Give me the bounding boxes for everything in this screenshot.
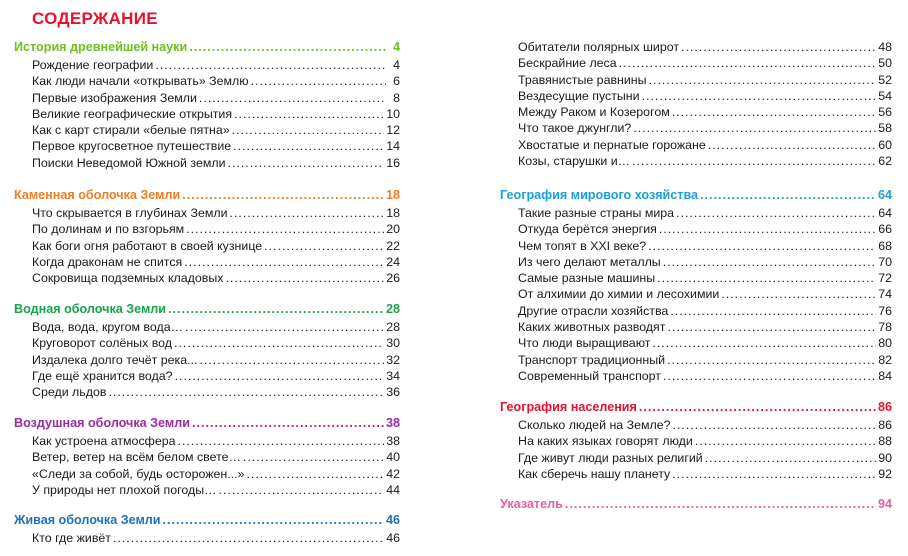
dot-leader: [186, 222, 384, 236]
toc-entry[interactable]: [14, 450, 400, 466]
entry-label: Первое кругосветное путешествие: [32, 139, 232, 154]
dot-leader: [189, 40, 386, 54]
page-number: 36: [386, 385, 400, 400]
toc-entry[interactable]: [500, 239, 892, 255]
toc-section: [500, 400, 892, 483]
page-number: 16: [386, 155, 400, 170]
page-number: 28: [386, 320, 400, 334]
dot-leader: [657, 271, 876, 285]
entry-label: Откуда берётся энергия: [518, 222, 657, 237]
toc-section-heading[interactable]: [14, 40, 400, 58]
page-number: 82: [878, 352, 892, 367]
page-number: 20: [386, 222, 400, 237]
toc-entry[interactable]: [14, 107, 400, 123]
dot-leader: [673, 418, 877, 432]
toc-section: [14, 302, 400, 401]
dot-leader: [648, 239, 876, 253]
dot-leader: [721, 287, 876, 301]
entry-label: Как устроена атмосфера: [32, 434, 176, 448]
page-number: 4: [393, 58, 400, 72]
page-number: 86: [877, 400, 892, 414]
page-number: 66: [878, 222, 892, 237]
entry-label: Вода, вода, кругом вода…: [32, 320, 183, 334]
dot-leader: [246, 467, 384, 481]
entry-label: Такие разные страны мира: [518, 206, 675, 220]
dot-leader: [219, 483, 385, 497]
page-number: 62: [878, 154, 892, 169]
toc-entry[interactable]: [500, 434, 892, 450]
section-heading: География мирового хозяйства: [500, 188, 699, 202]
toc-entry[interactable]: [14, 434, 400, 450]
entry-label: По долинам и по взгорьям: [32, 222, 185, 237]
page-number: 76: [878, 303, 892, 318]
dot-leader: [708, 138, 876, 152]
toc-entry[interactable]: [500, 138, 892, 154]
dot-leader: [243, 450, 384, 464]
page-number: 24: [386, 254, 400, 269]
page-number: 74: [878, 287, 892, 302]
dot-leader: [663, 369, 876, 383]
page-number: 88: [878, 434, 892, 449]
toc-section-heading[interactable]: [14, 416, 400, 434]
dot-leader: [681, 40, 876, 54]
page-number: 28: [385, 302, 400, 316]
toc-entry[interactable]: [500, 353, 892, 369]
page-number: 54: [878, 88, 892, 103]
entry-label: Где живут люди разных религий: [518, 450, 703, 465]
page-number: 34: [386, 368, 400, 383]
page-number: 52: [878, 72, 892, 87]
entry-label: Обитатели полярных широт: [518, 40, 680, 54]
dot-leader: [192, 416, 384, 430]
dot-leader: [184, 255, 384, 269]
toc-entry[interactable]: [14, 139, 400, 155]
section-heading: Каменная оболочка Земли: [14, 188, 181, 202]
entry-label: Как боги огня работают в своей кузнице: [32, 238, 263, 253]
toc-entry[interactable]: [500, 206, 892, 222]
page-number: 46: [385, 513, 400, 527]
dot-leader: [163, 513, 384, 527]
toc-entry[interactable]: [14, 369, 400, 385]
entry-label: Вездесущие пустыни: [518, 88, 640, 103]
toc-entry[interactable]: [500, 369, 892, 385]
entry-label: Как сберечь нашу планету: [518, 466, 671, 481]
toc-entry[interactable]: [500, 105, 892, 121]
dot-leader: [695, 434, 876, 448]
page-number: 38: [386, 434, 400, 448]
dot-leader: [670, 304, 876, 318]
toc-entry[interactable]: [500, 336, 892, 352]
entry-label: Что люди выращивают: [518, 336, 651, 351]
toc-entry[interactable]: [14, 239, 400, 255]
entry-label: Что скрывается в глубинах Земли: [32, 206, 228, 220]
entry-label: Когда драконам не спится: [32, 254, 183, 269]
page-number: 64: [877, 188, 892, 202]
dot-leader: [199, 353, 384, 367]
page-number: 8: [393, 90, 400, 105]
toc-entry[interactable]: [500, 73, 892, 89]
dot-leader: [234, 107, 384, 121]
dot-leader: [667, 320, 876, 334]
page-number: 18: [386, 206, 400, 220]
toc-section: [14, 416, 400, 499]
page-number: 18: [385, 188, 400, 202]
toc-section-heading[interactable]: [500, 400, 892, 418]
dot-leader: [633, 121, 876, 135]
dot-leader: [175, 369, 385, 383]
entry-label: Козы, старушки и…: [518, 154, 631, 169]
toc-section: [500, 188, 892, 385]
entry-label: Что такое джунгли?: [518, 121, 632, 136]
page-number: 70: [878, 254, 892, 269]
page-number: 68: [878, 238, 892, 253]
dot-leader: [232, 123, 385, 137]
toc-entry[interactable]: [500, 222, 892, 238]
page-number: 48: [878, 40, 892, 54]
page-number: 22: [386, 238, 400, 253]
toc-entry[interactable]: [500, 304, 892, 320]
page-number: 14: [386, 139, 400, 154]
toc-entry[interactable]: [14, 320, 400, 336]
toc-entry[interactable]: [14, 353, 400, 369]
dot-leader: [659, 222, 876, 236]
toc-section: [500, 40, 892, 170]
dot-leader: [619, 56, 877, 70]
dot-leader: [663, 255, 876, 269]
dot-leader: [565, 497, 876, 511]
dot-leader: [178, 434, 385, 448]
toc-entry[interactable]: [500, 418, 892, 434]
entry-label: Рождение географии: [32, 58, 154, 72]
toc-section: [14, 40, 400, 172]
entry-label: Хвостатые и пернатые горожане: [518, 137, 706, 152]
toc-entry[interactable]: [14, 271, 400, 287]
toc-entry[interactable]: [14, 156, 400, 172]
toc-section: [14, 188, 400, 287]
toc-entry[interactable]: [500, 89, 892, 105]
entry-label: От алхимии до химии и лесохимии: [518, 287, 720, 302]
entry-label: Сколько людей на Земле?: [518, 418, 671, 432]
entry-label: Издалека долго течёт река...: [32, 352, 198, 367]
page-number: 64: [878, 206, 892, 220]
entry-label: У природы нет плохой погоды…: [32, 482, 217, 497]
toc-entry[interactable]: [500, 121, 892, 137]
toc-entry[interactable]: [14, 58, 400, 74]
page-number: 92: [878, 466, 892, 481]
dot-leader: [251, 74, 386, 88]
toc-section: [14, 513, 400, 547]
page-number: 46: [386, 531, 400, 545]
toc-entry[interactable]: [14, 255, 400, 271]
entry-label: Первые изображения Земли: [32, 90, 197, 105]
dot-leader: [652, 336, 876, 350]
toc-entry[interactable]: [500, 467, 892, 483]
page-number: 44: [386, 482, 400, 497]
entry-label: «Следи за собой, будь осторожен...»: [32, 466, 245, 481]
entry-label: Чем топят в XXI веке?: [518, 238, 647, 253]
toc-entry[interactable]: [14, 222, 400, 238]
page-number: 4: [392, 40, 400, 54]
toc-entry[interactable]: [14, 74, 400, 90]
section-heading: Живая оболочка Земли: [14, 513, 161, 527]
dot-leader: [649, 73, 877, 87]
entry-label: Как люди начали «открывать» Землю: [32, 74, 249, 89]
entry-label: Из чего делают металлы: [518, 254, 661, 269]
page-number: 94: [877, 497, 892, 511]
toc-entry[interactable]: [14, 531, 400, 547]
dot-leader: [230, 206, 385, 220]
toc-entry[interactable]: [14, 467, 400, 483]
section-heading: Воздушная оболочка Земли: [14, 416, 190, 430]
entry-label: Травянистые равнины: [518, 72, 647, 87]
dot-leader: [672, 105, 876, 119]
entry-label: Каких животных разводят: [518, 320, 666, 335]
page-number: 26: [386, 271, 400, 286]
toc-entry[interactable]: [14, 385, 400, 401]
page-number: 60: [878, 137, 892, 152]
page-title: СОДЕРЖАНИЕ: [32, 9, 158, 28]
toc-section-heading[interactable]: [500, 188, 892, 206]
dot-leader: [225, 271, 384, 285]
entry-label: Бескрайние леса: [518, 56, 617, 71]
entry-label: Ветер, ветер на всём белом свете…: [32, 450, 241, 465]
toc-section-heading[interactable]: [14, 513, 400, 531]
dot-leader: [705, 451, 876, 465]
dot-leader: [113, 531, 384, 545]
page-number: 12: [386, 123, 400, 138]
entry-label: Где ещё хранится вода?: [32, 368, 173, 383]
toc-entry[interactable]: [500, 154, 892, 170]
toc-section-heading[interactable]: [14, 188, 400, 206]
section-heading: Водная оболочка Земли: [14, 302, 167, 316]
toc-entry[interactable]: [500, 451, 892, 467]
entry-label: Круговорот солёных вод: [32, 336, 173, 351]
entry-label: Транспорт традиционный: [518, 352, 666, 367]
page-number: 50: [878, 56, 892, 71]
toc-entry[interactable]: [500, 56, 892, 72]
toc-entry[interactable]: [500, 255, 892, 271]
toc-entry[interactable]: [500, 287, 892, 303]
dot-leader: [228, 156, 385, 170]
section-heading: История древнейшей науки: [14, 40, 188, 54]
dot-leader: [676, 206, 876, 220]
toc-entry[interactable]: [500, 271, 892, 287]
section-heading: Указатель: [500, 497, 563, 511]
entry-label: Великие географические открытия: [32, 106, 233, 121]
page-number: 86: [878, 418, 892, 432]
entry-label: Сокровища подземных кладовых: [32, 271, 224, 286]
page-number: 38: [385, 416, 400, 430]
toc-entry[interactable]: [500, 320, 892, 336]
dot-leader: [700, 188, 876, 202]
page-number: 84: [878, 368, 892, 383]
entry-label: Среди льдов: [32, 385, 107, 400]
dot-leader: [155, 58, 386, 72]
entry-label: Как с карт стирали «белые пятна»: [32, 123, 230, 138]
toc-entry[interactable]: [14, 206, 400, 222]
dot-leader: [185, 320, 384, 334]
page-number: 30: [386, 336, 400, 351]
page-number: 56: [878, 105, 892, 120]
entry-label: Кто где живёт: [32, 531, 111, 545]
dot-leader: [264, 239, 384, 253]
toc-entry[interactable]: [14, 483, 400, 499]
page-number: 42: [386, 466, 400, 481]
dot-leader: [642, 89, 877, 103]
dot-leader: [108, 385, 384, 399]
dot-leader: [672, 467, 876, 481]
page-number: 58: [878, 121, 892, 136]
dot-leader: [233, 139, 384, 153]
entry-label: Самые разные машины: [518, 271, 656, 286]
section-heading: География населения: [500, 400, 637, 414]
toc-section: [500, 497, 892, 515]
dot-leader: [174, 336, 384, 350]
entry-label: Другие отрасли хозяйства: [518, 303, 669, 318]
page-number: 78: [878, 320, 892, 335]
page-number: 40: [386, 450, 400, 465]
toc-section-heading[interactable]: [500, 497, 892, 515]
page-number: 10: [386, 106, 400, 121]
dot-leader: [168, 302, 384, 316]
dot-leader: [199, 91, 386, 105]
toc-entry[interactable]: [500, 40, 892, 56]
entry-label: Поиски Неведомой Южной земли: [32, 155, 226, 170]
toc-entry[interactable]: [14, 123, 400, 139]
entry-label: На каких языках говорят люди: [518, 434, 693, 449]
dot-leader: [632, 154, 876, 168]
toc-entry[interactable]: [14, 91, 400, 107]
toc-entry[interactable]: [14, 336, 400, 352]
entry-label: Между Раком и Козерогом: [518, 105, 670, 120]
entry-label: Современный транспорт: [518, 368, 661, 383]
page-number: 32: [386, 352, 400, 367]
dot-leader: [182, 188, 384, 202]
toc-section-heading[interactable]: [14, 302, 400, 320]
page-number: 80: [878, 336, 892, 351]
dot-leader: [639, 400, 876, 414]
page-number: 90: [878, 450, 892, 465]
page-number: 6: [393, 74, 400, 89]
page-number: 72: [878, 271, 892, 286]
dot-leader: [667, 353, 876, 367]
